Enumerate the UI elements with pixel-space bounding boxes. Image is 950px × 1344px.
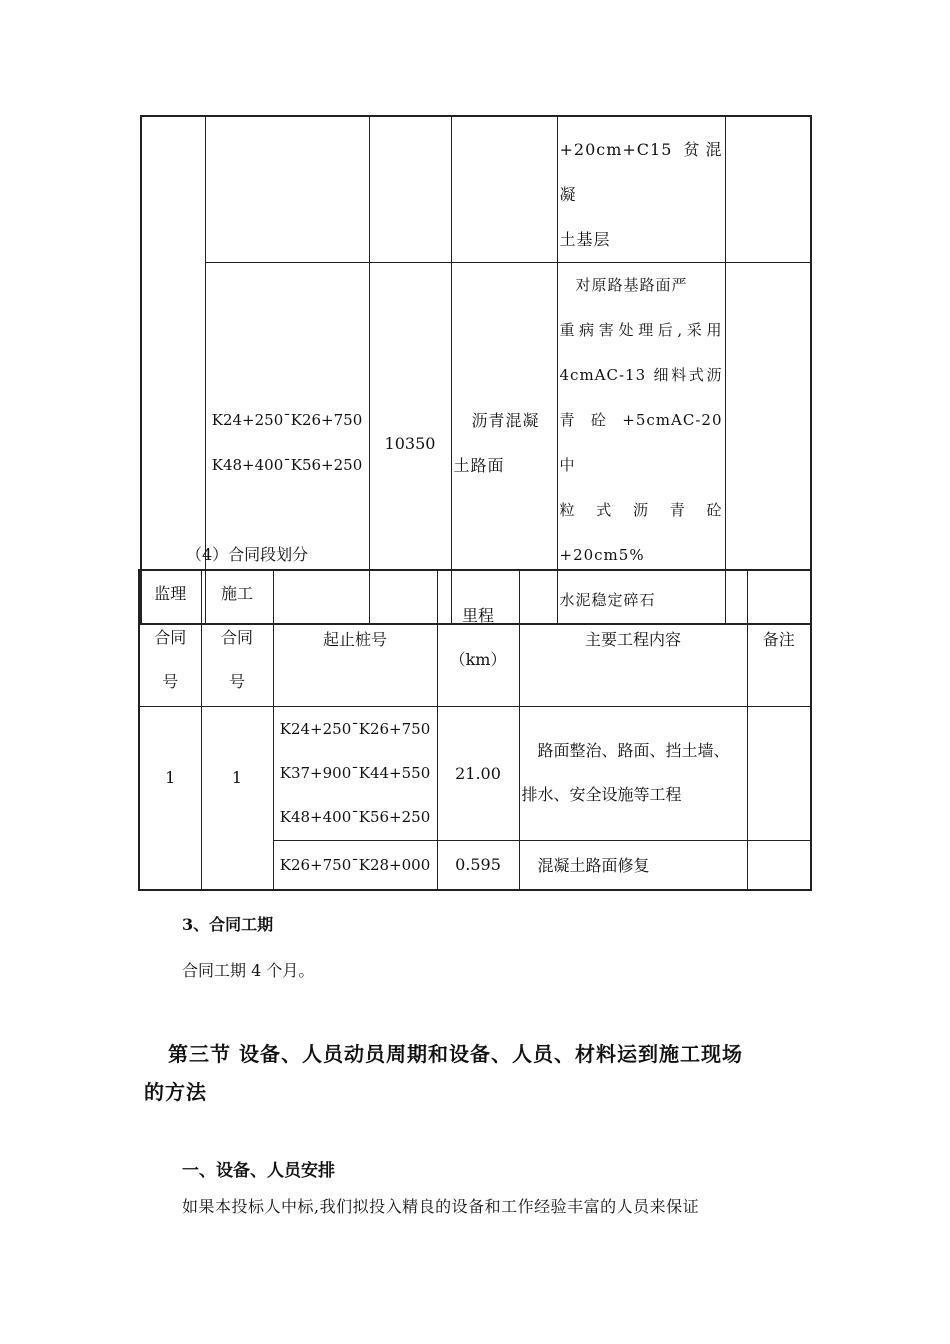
length-cell: 0.595 xyxy=(437,840,519,890)
contract-division-table xyxy=(138,569,812,891)
stations-cell: K26+750¯K28+000 xyxy=(273,840,437,890)
length-cell: 21.00 xyxy=(437,706,519,840)
content-line: 路面整治、路面、挡土墙、 xyxy=(537,741,730,760)
table-cell xyxy=(369,116,451,263)
desc-line: 土基层 xyxy=(559,230,611,249)
desc-line: 水泥稳定碎石 xyxy=(559,591,656,609)
table-cell xyxy=(725,116,811,263)
header-line: 合同 xyxy=(154,628,187,648)
station-range: K37+900¯K44+550 xyxy=(279,764,431,782)
table-cell xyxy=(205,116,369,263)
header-length xyxy=(437,570,519,706)
section-heading: 3、合同工期 xyxy=(182,915,274,934)
sub-heading: 一、设备、人员安排 xyxy=(182,1161,335,1181)
desc-line: 对原路基路面严 xyxy=(575,276,688,294)
header-line: 号 xyxy=(228,672,245,692)
stations-cell xyxy=(273,706,437,840)
desc-line: 4cmAC-13 细料式沥 xyxy=(559,366,723,384)
area-cell: 10350 xyxy=(369,263,451,625)
header-construction xyxy=(201,570,273,706)
table-caption: （4）合同段划分 xyxy=(186,545,309,564)
station-range: K48+400¯K56+250 xyxy=(211,456,363,474)
remark-cell xyxy=(747,706,811,840)
type-line: 沥青混凝 xyxy=(471,411,540,430)
remark-cell xyxy=(747,840,811,890)
header-stations: 起止桩号 xyxy=(273,570,437,706)
desc-line: 重病害处理后,采用 xyxy=(559,321,723,339)
header-line: 施工 xyxy=(220,584,253,604)
type-line: 土路面 xyxy=(453,456,505,475)
section-text: 合同工期 4 个月。 xyxy=(182,961,315,980)
desc-line: 粒式沥青砼+20cm5% xyxy=(559,501,723,564)
table-cell xyxy=(451,116,557,263)
body-paragraph: 如果本投标人中标,我们拟投入精良的设备和工作经验丰富的人员来保证 xyxy=(182,1197,700,1216)
station-range: K24+250¯K26+750 xyxy=(211,411,363,429)
header-supervision xyxy=(139,570,201,706)
chapter-heading: 第三节 设备、人员动员周期和设备、人员、材料运到施工现场 xyxy=(168,1042,743,1066)
header-remark: 备注 xyxy=(747,570,811,706)
station-range: K48+400¯K56+250 xyxy=(279,808,431,826)
desc-line: +20cm+C15 贫混凝 xyxy=(559,140,723,204)
station-range: K24+250¯K26+750 xyxy=(279,720,431,738)
content-line: 排水、安全设施等工程 xyxy=(521,785,682,804)
header-line: （km） xyxy=(449,650,507,670)
structure-desc-cell xyxy=(557,116,725,263)
header-line: 合同 xyxy=(220,628,253,648)
desc-line: 青 砼 +5cmAC-20 中 xyxy=(559,411,723,474)
chapter-heading-cont: 的方法 xyxy=(144,1080,207,1104)
content-cell xyxy=(519,706,747,840)
header-line: 监理 xyxy=(154,584,187,604)
header-content: 主要工程内容 xyxy=(519,570,747,706)
header-line: 里程 xyxy=(461,606,494,626)
supervision-no: 1 xyxy=(139,706,201,890)
content-cell: 混凝土路面修复 xyxy=(519,840,747,890)
header-line: 号 xyxy=(162,672,179,692)
construction-no: 1 xyxy=(201,706,273,890)
